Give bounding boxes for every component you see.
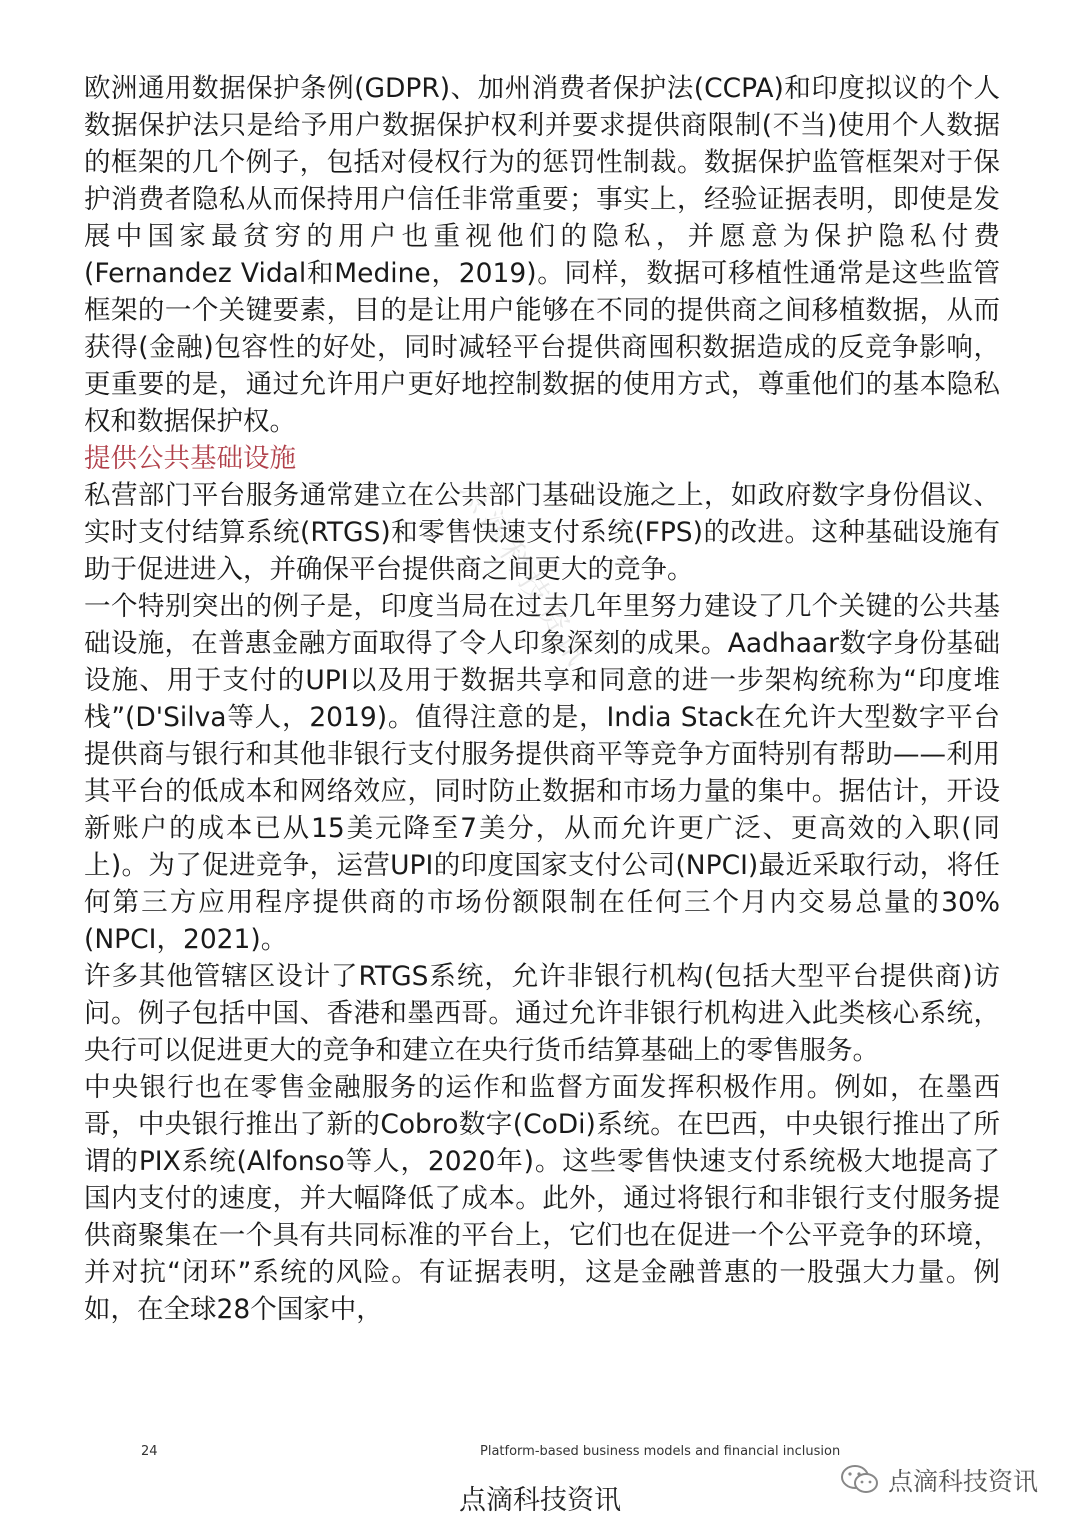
paragraph-central-banks: 中央银行也在零售金融服务的运作和监督方面发挥积极作用。例如，在墨西哥，中央银行推出了新的Cobro数字(CoDi)系统。在巴西，中央银行推出了所谓的PIX系统(Alfonso等人，2020年)。这些零售快速支付系统极大地提高了国内支付的速度，并大幅降低了成本。此外，通过将银行和非银行支付服务提供商聚集在一个具有共同标准的平台上，它们也在促进一个公平竞争的环境，并对抗“闭环”系统的风险。有证据表明，这是金融普惠的一股强大力量。例如，在全球28个国家中，: [84, 1072, 1000, 1325]
paragraph-data-protection: 欧洲通用数据保护条例(GDPR)、加州消费者保护法(CCPA)和印度拟议的个人数据保护法只是给予用户数据保护权利并要求提供商限制(不当)使用个人数据的框架的几个例子，包括对侵权行为的惩罚性制裁。数据保护监管框架对于保护消费者隐私从而保持用户信任非常重要；事实上，经验证据表明，即使是发展中国家最贫穷的用户也重视他们的隐私，并愿意为保护隐私付费(Fernandez Vidal和Medine，2019)。同样，数据可移植性通常是这些监管框架的一个关键要素，目的是让用户能够在不同的提供商之间移植数据，从而获得(金融)包容性的好处，同时减轻平台提供商囤积数据造成的反竞争影响，更重要的是，通过允许用户更好地控制数据的使用方式，尊重他们的基本隐私权和数据保护权。: [84, 73, 1000, 437]
document-body: [84, 70, 1000, 1328]
wechat-account-name: 点滴科技资讯: [888, 1467, 1039, 1496]
source-caption: 点滴科技资讯: [459, 1485, 621, 1516]
paragraph-rtgs: 许多其他管辖区设计了RTGS系统，允许非银行机构(包括大型平台提供商)访问。例子包括中国、香港和墨西哥。通过允许非银行机构进入此类核心系统，央行可以促进更大的竞争和建立在央行货币结算基础上的零售服务。: [84, 961, 1000, 1066]
running-footer-title: Platform-based business models and financial inclusion: [480, 1444, 841, 1459]
page-number: 24: [141, 1444, 158, 1459]
watermark: 点滴科技资讯: [453, 474, 598, 676]
paragraph-public-infrastructure: 私营部门平台服务通常建立在公共部门基础设施之上，如政府数字身份倡议、实时支付结算系统(RTGS)和零售快速支付系统(FPS)的改进。这种基础设施有助于促进进入，并确保平台提供商之间更大的竞争。: [84, 480, 1000, 585]
section-heading: 提供公共基础设施: [84, 443, 296, 474]
paragraph-india-stack: 一个特别突出的例子是，印度当局在过去几年里努力建设了几个关键的公共基础设施，在普惠金融方面取得了令人印象深刻的成果。Aadhaar数字身份基础设施、用于支付的UPI以及用于数据共享和同意的进一步架构统称为“印度堆栈”(D'Silva等人，2019)。值得注意的是，India Stack在允许大型数字平台提供商与银行和其他非银行支付服务提供商平等竞争方面特别有帮助——利用其平台的低成本和网络效应，同时防止数据和市场力量的集中。据估计，开设新账户的成本已从15美元降至7美分，从而允许更广泛、更高效的入职(同上)。为了促进竞争，运营UPI的印度国家支付公司(NPCI)最近采取行动，将任何第三方应用程序提供商的市场份额限制在任何三个月内交易总量的30%(NPCI，2021)。: [84, 591, 1000, 955]
